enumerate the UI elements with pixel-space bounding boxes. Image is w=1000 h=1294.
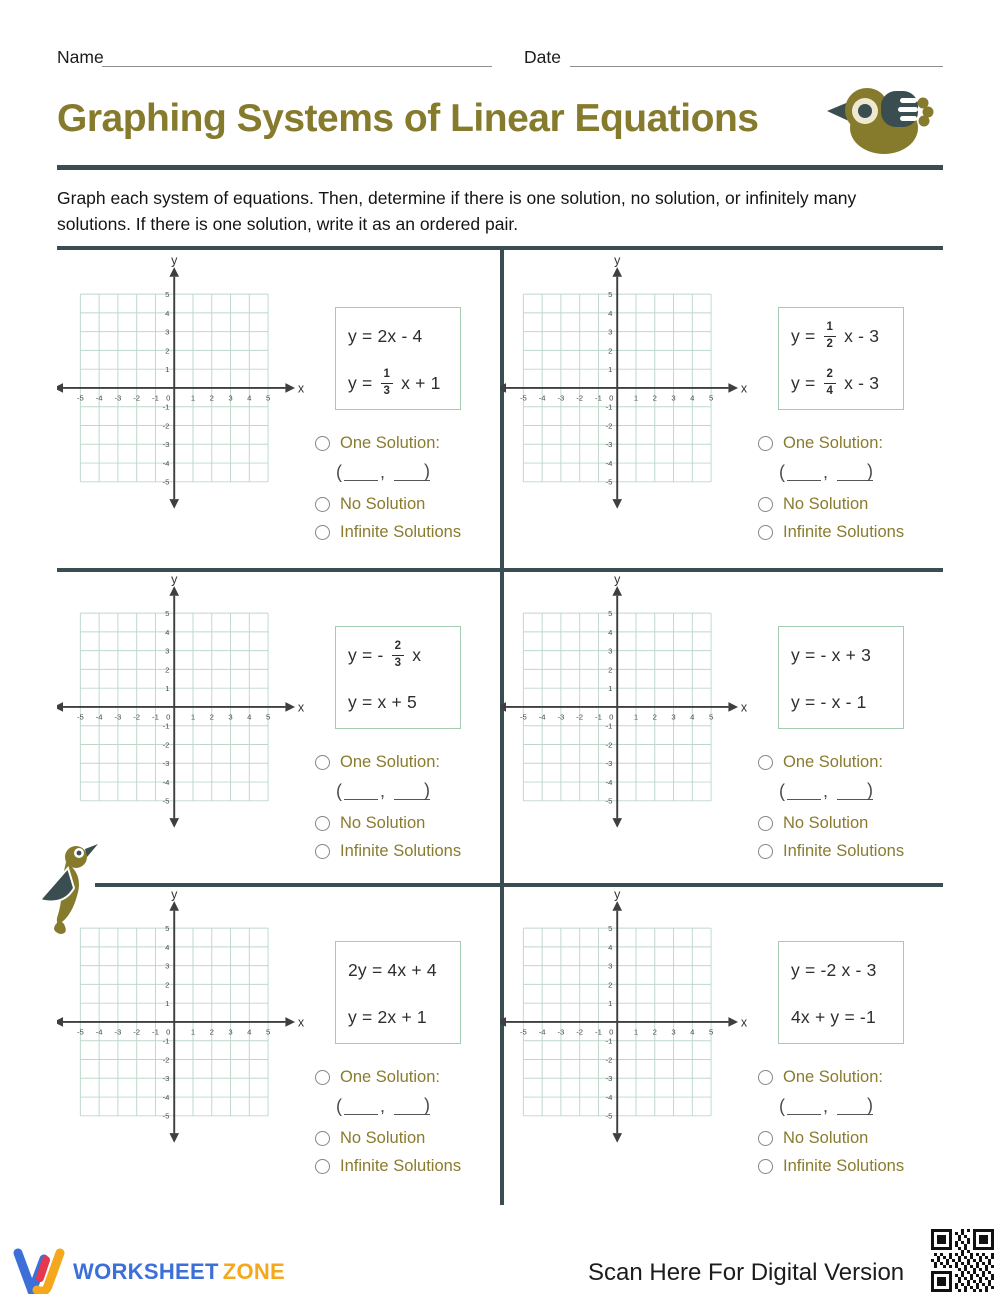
svg-text:5: 5 [265,712,271,722]
fraction: $\frac{2}{4}$ [824,369,837,397]
svg-text:2: 2 [209,712,214,722]
radio-button-icon[interactable] [758,525,773,540]
worksheetzone-mark-icon [13,1248,65,1294]
problem-cell [57,568,500,883]
svg-text:2: 2 [608,980,613,990]
svg-text:x: x [740,381,748,396]
svg-text:x: x [740,1015,748,1030]
svg-text:-2: -2 [133,712,141,722]
svg-text:1: 1 [165,999,170,1009]
svg-text:1: 1 [190,393,196,403]
equation-2: 4x + y = -1 [791,1006,876,1027]
svg-text:1: 1 [608,365,613,375]
svg-text:4: 4 [690,712,695,722]
svg-text:-5: -5 [162,477,170,487]
svg-text:5: 5 [265,393,271,403]
svg-text:-5: -5 [519,393,527,403]
option-one-solution[interactable]: One Solution: [758,1068,934,1087]
svg-text:1: 1 [190,1027,196,1037]
svg-text:1: 1 [608,999,613,1009]
svg-text:-4: -4 [605,1092,613,1102]
equation-1: y = - $\frac{2}{3}$ x [348,640,422,669]
svg-text:0: 0 [609,1027,614,1037]
svg-text:5: 5 [608,923,613,933]
svg-text:3: 3 [671,1027,676,1037]
svg-text:-4: -4 [162,777,170,787]
radio-button-icon[interactable] [758,755,773,770]
svg-text:-5: -5 [76,712,84,722]
svg-text:-5: -5 [519,1027,527,1037]
bird-logo-icon [824,78,934,167]
svg-text:-2: -2 [576,1027,584,1037]
equation-box [778,941,904,1044]
svg-text:-5: -5 [76,1027,84,1037]
option-one-solution[interactable]: One Solution: [315,753,491,772]
radio-button-icon[interactable] [315,816,330,831]
equation-1: y = $\frac{1}{2}$ x - 3 [791,321,880,350]
scan-here-text: Scan Here For Digital Version [588,1259,905,1286]
svg-text:-3: -3 [605,759,613,769]
option-one-solution[interactable]: One Solution: [758,753,934,772]
svg-text:1: 1 [633,712,639,722]
svg-text:-1: -1 [152,393,159,403]
svg-text:-1: -1 [595,1027,602,1037]
svg-text:1: 1 [608,684,613,694]
svg-text:-1: -1 [605,402,613,412]
svg-text:0: 0 [609,393,614,403]
svg-text:-4: -4 [162,1092,170,1102]
svg-text:1: 1 [633,1027,639,1037]
svg-text:-1: -1 [162,1036,170,1046]
fraction: $\frac{2}{3}$ [392,641,405,669]
option-infinite-solutions[interactable]: Infinite Solutions [758,842,934,861]
svg-text:-2: -2 [605,1055,613,1065]
svg-text:1: 1 [165,684,170,694]
name-line[interactable] [102,48,492,67]
svg-text:-2: -2 [162,1055,170,1065]
svg-text:x: x [297,381,305,396]
svg-text:2: 2 [652,712,657,722]
svg-text:-3: -3 [162,440,170,450]
equation-2: y = $\frac{2}{4}$ x - 3 [791,368,880,397]
problem-cell [500,883,943,1205]
equation-box [778,307,904,410]
svg-text:5: 5 [165,608,170,618]
radio-button-icon[interactable] [315,436,330,451]
svg-text:-4: -4 [538,393,546,403]
option-no-solution[interactable]: No Solution [758,814,934,833]
radio-button-icon[interactable] [758,844,773,859]
svg-text:-4: -4 [605,777,613,787]
svg-text:-5: -5 [605,477,613,487]
answer-blank-x[interactable] [787,1098,821,1115]
svg-text:3: 3 [165,327,170,337]
svg-text:x: x [740,700,748,715]
radio-button-icon[interactable] [315,1159,330,1174]
option-one-solution[interactable]: One Solution: [315,434,491,453]
answer-blank-x[interactable] [344,1098,378,1115]
svg-text:5: 5 [608,608,613,618]
svg-text:4: 4 [690,393,695,403]
svg-text:-4: -4 [538,712,546,722]
equation-2: y = x + 5 [348,691,417,712]
svg-text:y: y [171,257,178,268]
answer-blank-x[interactable] [787,464,821,481]
svg-text:1: 1 [165,365,170,375]
svg-text:3: 3 [228,393,233,403]
option-no-solution[interactable]: No Solution [315,1129,491,1148]
svg-text:2: 2 [209,1027,214,1037]
fraction: $\frac{1}{2}$ [824,322,837,350]
svg-text:2: 2 [652,393,657,403]
svg-text:2: 2 [652,1027,657,1037]
svg-text:-1: -1 [595,712,602,722]
page-title: Graphing Systems of Linear Equations [57,97,759,140]
equation-2: y = - x - 1 [791,691,867,712]
svg-text:4: 4 [165,627,170,637]
svg-text:2: 2 [608,665,613,675]
title-divider [57,165,943,170]
radio-button-icon[interactable] [315,844,330,859]
svg-text:-2: -2 [576,712,584,722]
equation-1: y = -2 x - 3 [791,959,877,980]
svg-text:y: y [171,891,178,902]
svg-text:3: 3 [228,1027,233,1037]
svg-text:-1: -1 [152,712,159,722]
radio-button-icon[interactable] [758,1159,773,1174]
svg-text:4: 4 [165,308,170,318]
svg-text:-3: -3 [605,440,613,450]
ordered-pair-answer[interactable]: ( , ) [336,1095,431,1116]
ordered-pair-answer[interactable]: ( , ) [336,461,431,482]
svg-text:-4: -4 [95,1027,103,1037]
answer-blank-y[interactable] [396,1098,422,1114]
svg-text:-4: -4 [95,712,103,722]
date-line[interactable] [570,48,943,67]
svg-text:y: y [614,891,621,902]
svg-text:4: 4 [247,1027,252,1037]
svg-text:-1: -1 [162,721,170,731]
svg-text:5: 5 [708,393,714,403]
fraction: $\frac{1}{3}$ [381,369,394,397]
equation-box [335,626,461,729]
svg-text:-2: -2 [576,393,584,403]
equation-1: 2y = 4x + 4 [348,959,437,980]
ordered-pair-answer[interactable]: ( , ) [779,780,874,801]
option-no-solution[interactable]: No Solution [758,1129,934,1148]
answer-blank-x[interactable] [344,464,378,481]
svg-text:5: 5 [265,1027,271,1037]
svg-text:-2: -2 [162,421,170,431]
problem-cell [57,249,500,568]
name-label: Name [57,47,104,67]
radio-button-icon[interactable] [758,816,773,831]
radio-button-icon[interactable] [315,1070,330,1085]
ordered-pair-answer[interactable]: ( , ) [779,1095,874,1116]
svg-text:-2: -2 [162,740,170,750]
answer-blank-y[interactable] [839,1098,865,1114]
problem-cell [500,249,943,568]
svg-text:-3: -3 [557,1027,565,1037]
svg-text:5: 5 [708,1027,714,1037]
answer-blank-y[interactable] [396,783,422,799]
svg-text:-5: -5 [162,1111,170,1121]
svg-text:-4: -4 [538,1027,546,1037]
svg-text:-3: -3 [114,1027,122,1037]
svg-text:3: 3 [228,712,233,722]
svg-text:3: 3 [608,327,613,337]
svg-text:-3: -3 [557,712,565,722]
svg-text:-3: -3 [114,712,122,722]
svg-text:1: 1 [633,393,639,403]
svg-text:y: y [171,576,178,587]
svg-text:-1: -1 [605,1036,613,1046]
svg-text:-2: -2 [133,393,141,403]
equation-box [335,941,461,1044]
svg-text:0: 0 [609,712,614,722]
svg-text:4: 4 [608,627,613,637]
radio-button-icon[interactable] [758,1131,773,1146]
coordinate-grid [57,576,309,883]
problem-cell [500,568,943,883]
option-one-solution[interactable]: One Solution: [315,1068,491,1087]
equation-1: y = - x + 3 [791,644,872,665]
svg-text:-4: -4 [605,458,613,468]
coordinate-grid [500,257,752,568]
coordinate-grid [57,257,309,568]
option-one-solution[interactable]: One Solution: [758,434,934,453]
radio-button-icon[interactable] [758,436,773,451]
answer-blank-x[interactable] [787,783,821,800]
svg-text:5: 5 [165,923,170,933]
svg-text:-1: -1 [162,402,170,412]
svg-text:4: 4 [608,942,613,952]
date-label: Date [524,47,561,67]
equation-box [778,626,904,729]
svg-text:-3: -3 [605,1074,613,1084]
svg-text:3: 3 [671,393,676,403]
svg-text:4: 4 [247,712,252,722]
answer-blank-y[interactable] [839,464,865,480]
svg-text:3: 3 [165,961,170,971]
radio-button-icon[interactable] [758,1070,773,1085]
equation-box [335,307,461,410]
option-no-solution[interactable]: No Solution [315,495,491,514]
svg-text:-2: -2 [133,1027,141,1037]
svg-text:2: 2 [165,980,170,990]
option-infinite-solutions[interactable]: Infinite Solutions [315,842,491,861]
svg-text:5: 5 [708,712,714,722]
svg-text:2: 2 [209,393,214,403]
svg-text:y: y [614,257,621,268]
svg-text:5: 5 [165,289,170,299]
option-no-solution[interactable]: No Solution [758,495,934,514]
svg-text:-5: -5 [605,1111,613,1121]
problem-cell [57,883,500,1205]
svg-text:y: y [614,576,621,587]
equation-2: y = $\frac{1}{3}$ x + 1 [348,368,441,397]
svg-text:3: 3 [608,646,613,656]
radio-button-icon[interactable] [315,1131,330,1146]
ordered-pair-answer[interactable]: ( , ) [336,780,431,801]
svg-text:-4: -4 [95,393,103,403]
brand-worksheet: WORKSHEET [73,1259,219,1284]
svg-text:-3: -3 [162,759,170,769]
radio-button-icon[interactable] [315,755,330,770]
option-infinite-solutions[interactable]: Infinite Solutions [315,523,491,542]
option-infinite-solutions[interactable]: Infinite Solutions [758,523,934,542]
coordinate-grid [57,891,309,1205]
svg-text:-3: -3 [557,393,565,403]
svg-text:3: 3 [671,712,676,722]
svg-text:-5: -5 [162,796,170,806]
svg-text:-2: -2 [605,740,613,750]
problems-grid [57,249,943,1205]
svg-text:3: 3 [608,961,613,971]
svg-text:2: 2 [165,346,170,356]
svg-text:-1: -1 [595,393,602,403]
answer-blank-y[interactable] [396,464,422,480]
option-infinite-solutions[interactable]: Infinite Solutions [315,1157,491,1176]
svg-text:-3: -3 [114,393,122,403]
svg-text:0: 0 [166,393,171,403]
answer-blank-x[interactable] [344,783,378,800]
ordered-pair-answer[interactable]: ( , ) [779,461,874,482]
svg-text:4: 4 [608,308,613,318]
qr-code [931,1229,994,1292]
svg-text:1: 1 [190,712,196,722]
coordinate-grid [500,891,752,1205]
svg-text:-5: -5 [519,712,527,722]
svg-text:-5: -5 [76,393,84,403]
svg-text:-2: -2 [605,421,613,431]
svg-text:5: 5 [608,289,613,299]
svg-text:4: 4 [165,942,170,952]
svg-text:0: 0 [166,712,171,722]
option-no-solution[interactable]: No Solution [315,814,491,833]
svg-text:2: 2 [165,665,170,675]
svg-text:-3: -3 [162,1074,170,1084]
svg-text:-1: -1 [152,1027,159,1037]
svg-text:-4: -4 [162,458,170,468]
worksheetzone-logo [13,1248,285,1294]
radio-button-icon[interactable] [315,497,330,512]
svg-text:x: x [297,700,305,715]
radio-button-icon[interactable] [758,497,773,512]
radio-button-icon[interactable] [315,525,330,540]
brand-zone: ZONE [222,1259,286,1284]
svg-text:0: 0 [166,1027,171,1037]
svg-text:2: 2 [608,346,613,356]
answer-blank-y[interactable] [839,783,865,799]
svg-text:-1: -1 [605,721,613,731]
svg-text:3: 3 [165,646,170,656]
option-infinite-solutions[interactable]: Infinite Solutions [758,1157,934,1176]
coordinate-grid [500,576,752,883]
equation-2: y = 2x + 1 [348,1006,427,1027]
equation-1: y = 2x - 4 [348,325,423,346]
instructions-text: Graph each system of equations. Then, determine if there is one solution, no solution, or infinitely many solutions. If there is one solution, write it as an ordered pair. [57,188,857,235]
svg-text:-5: -5 [605,796,613,806]
svg-text:4: 4 [247,393,252,403]
svg-text:4: 4 [690,1027,695,1037]
svg-text:x: x [297,1015,305,1030]
